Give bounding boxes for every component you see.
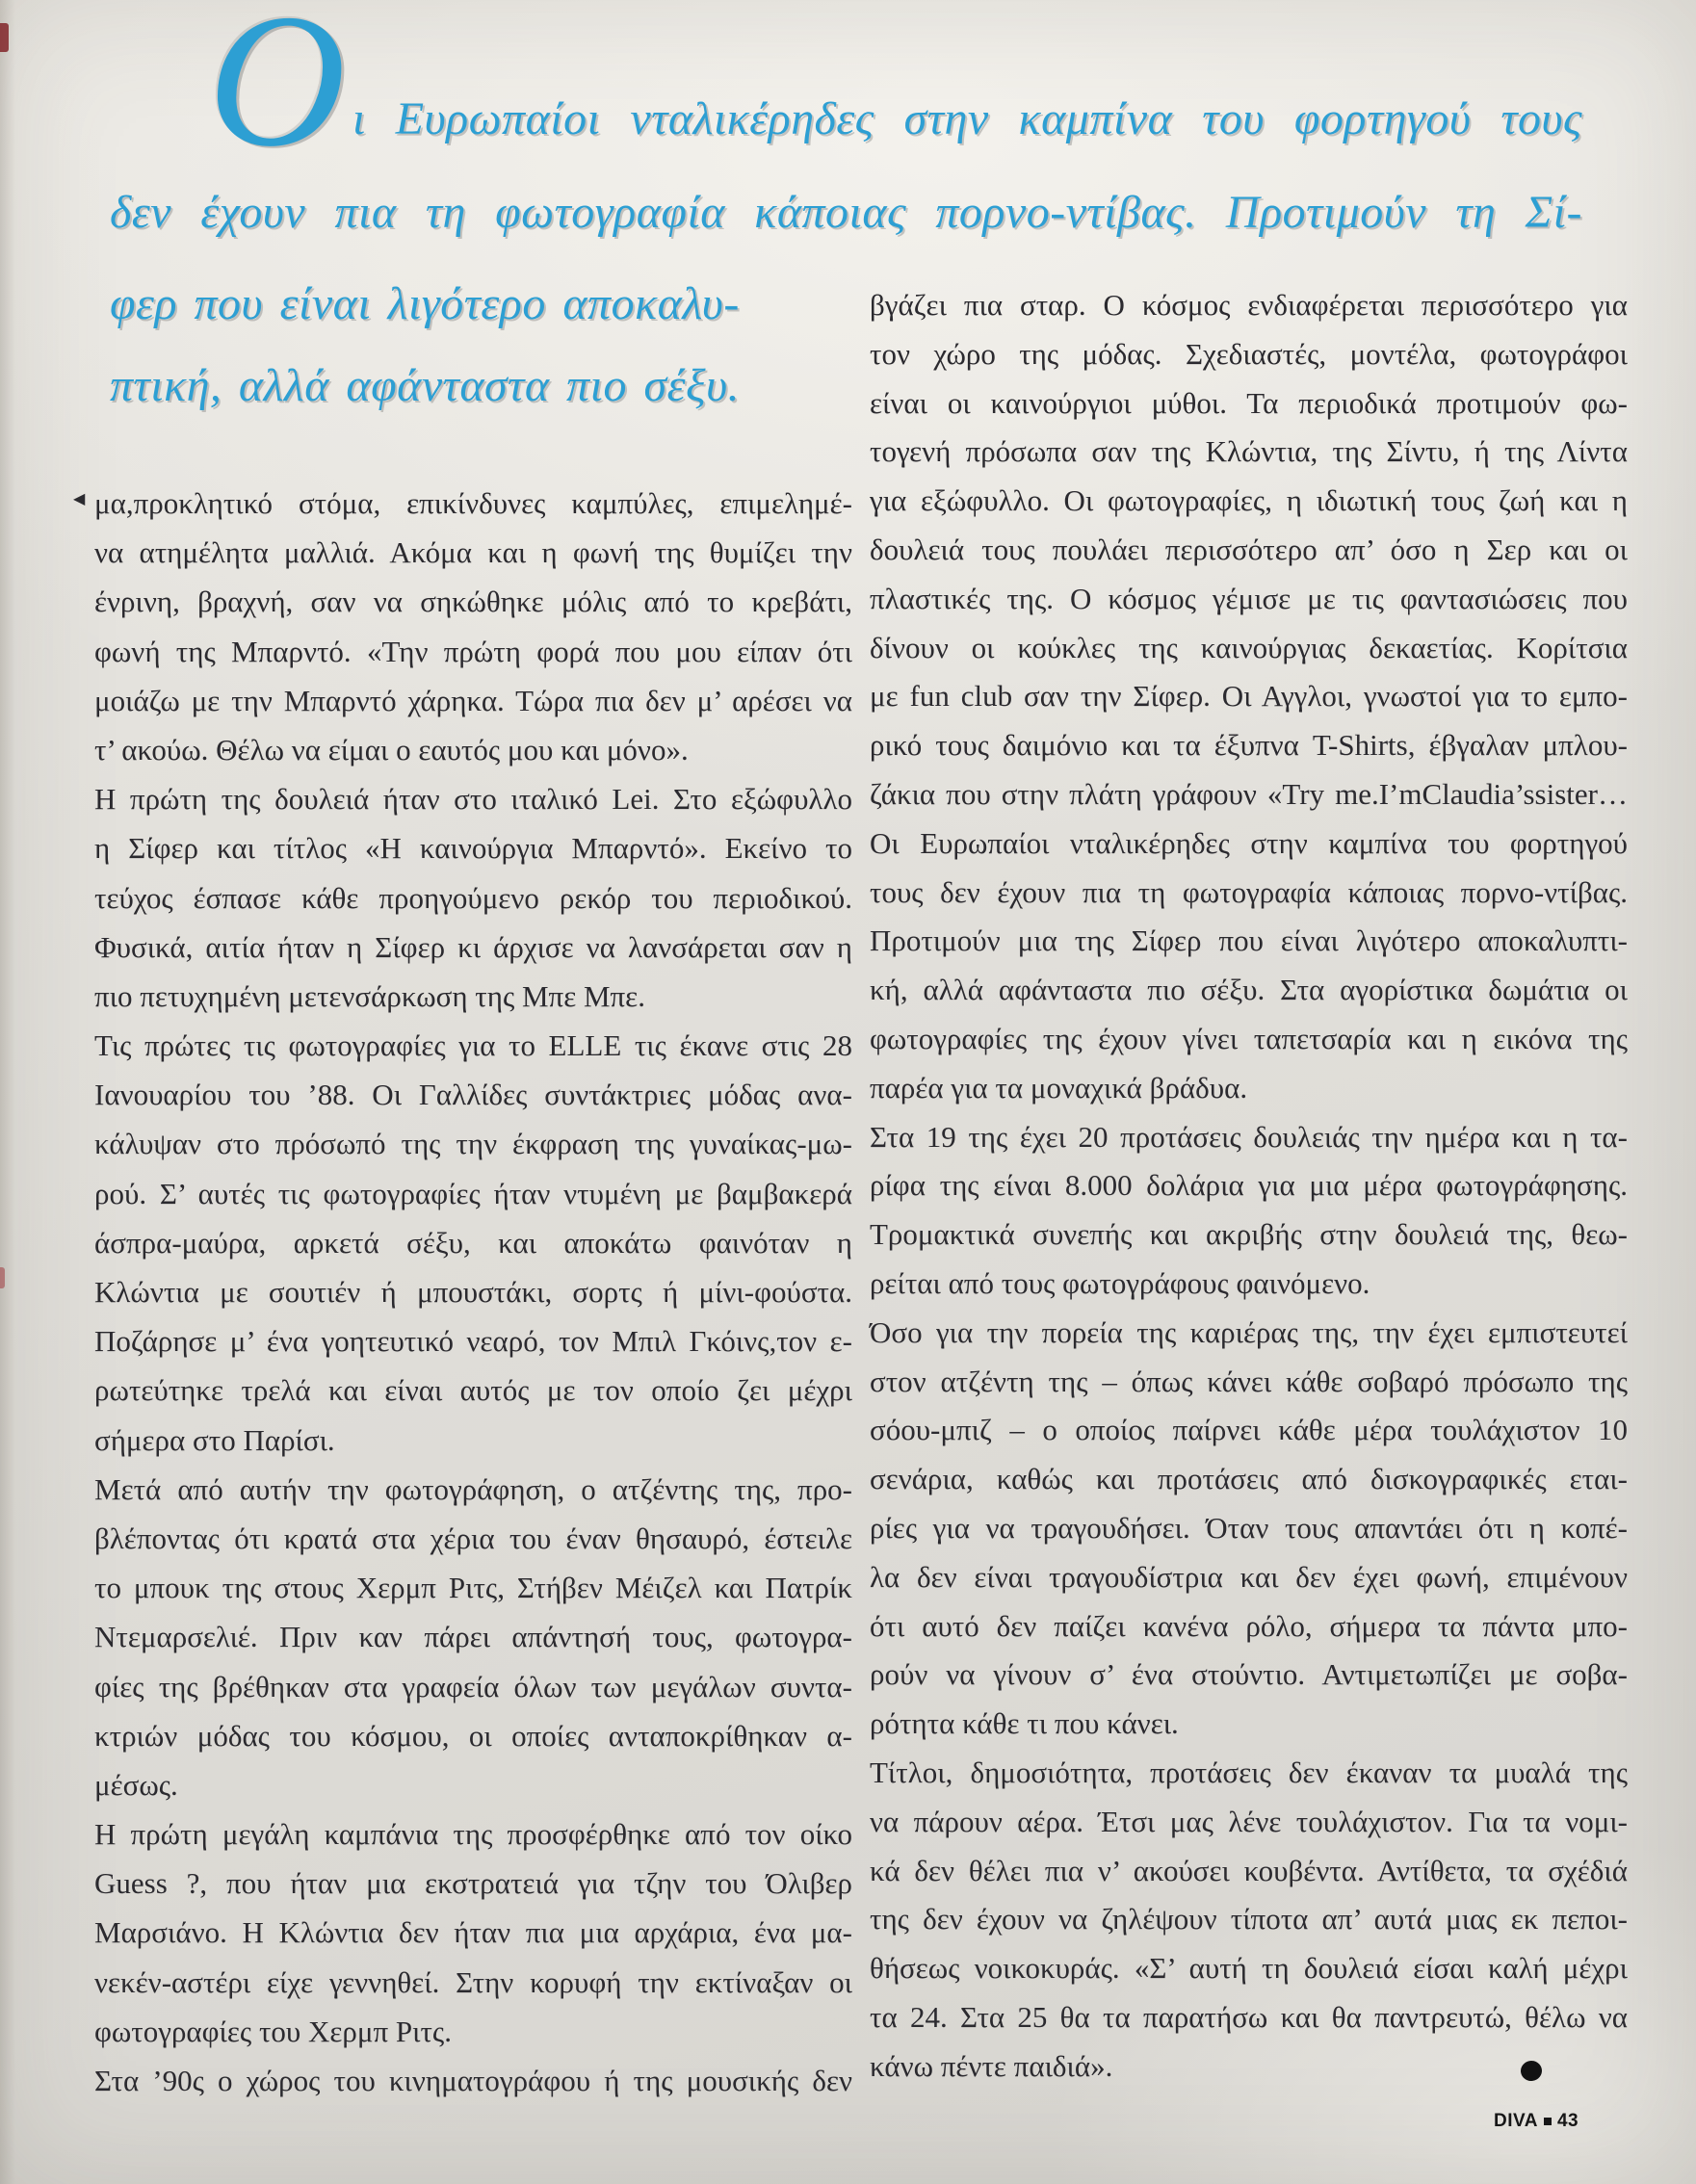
- text-line: Στα 19 της έχει 20 προτάσεις δουλειάς την ημέρα και η τα-: [870, 1119, 1628, 1154]
- text-line: Η πρώτη μεγάλη καμπάνια της προσφέρθηκε από τον οίκο: [94, 1817, 852, 1852]
- text-line: κτριών μόδας του κόσμου, οι οποίες ανταποκρίθηκαν α-: [94, 1718, 852, 1753]
- text-line: μα,προκλητικό στόμα, επικίνδυνες καμπύλες, επιμελημέ-: [94, 486, 852, 520]
- text-line: τογενή πρόσωπα σαν της Κλώντια, της Σίντυ, ή της Λίντα: [870, 434, 1628, 469]
- text-line: το μπουκ της στους Χερμπ Ριτς, Στήβεν Μέιζελ και Πατρίκ: [94, 1571, 852, 1605]
- text-line: βγάζει πια σταρ. Ο κόσμος ενδιαφέρεται περισσότερο για: [870, 288, 1628, 322]
- text-line: τους δεν έχουν πια τη φωτογραφία κάποιας πορνο-ντίβας.: [870, 874, 1628, 909]
- text-line: μοιάζω με την Μπαρντό χάρηκα. Τώρα πια δεν μ’ αρέσει να: [94, 683, 852, 717]
- page-footer: [1494, 2111, 1579, 2132]
- text-line: μέσως.: [94, 1767, 178, 1802]
- text-line: τεύχος έσπασε κάθε προηγούμενο ρεκόρ του περιοδικού.: [94, 880, 852, 915]
- text-line: κά δεν θέλει πια ν’ ακούσει κουβέντα. Αντίθετα, τα σχέδιά: [870, 1853, 1628, 1887]
- text-line: είναι οι καινούργιοι μύθοι. Τα περιοδικά προτιμούν φω-: [870, 385, 1628, 420]
- text-line: ρωτεύτηκε τρελά και είναι αυτός με τον οποίο ζει μέχρι: [94, 1373, 852, 1408]
- text-line: σενάρια, καθώς και προτάσεις από δισκογραφικές εται-: [870, 1462, 1628, 1496]
- text-line: ζάκια που στην πλάτη γράφουν «Try me.I’mClaudia’ssister…: [870, 776, 1628, 811]
- text-line: λα δεν είναι τραγουδίστρια και δεν έχει φωνή, επιμένουν: [870, 1559, 1628, 1594]
- text-line: άσπρα-μαύρα, αρκετά σέξυ, και αποκάτω φαινόταν η: [94, 1225, 852, 1260]
- text-line: Τρομακτικά συνεπής και ακριβής στην δουλειά της, θεω-: [870, 1217, 1628, 1252]
- text-line: ότι αυτό δεν παίζει κανένα ρόλο, σήμερα τα πάντα μπο-: [870, 1608, 1628, 1643]
- text-line: κή, αλλά αφάνταστα πιο σέξυ. Στα αγορίστικα δωμάτια οι: [870, 973, 1628, 1007]
- text-line: Μαρσιάνο. Η Κλώντια δεν ήταν πια μια αρχάρια, ένα μα-: [94, 1915, 852, 1950]
- text-line: δουλειά τους πουλάει περισσότερο απ’ όσο η Σερ και οι: [870, 532, 1628, 566]
- text-line: Κλώντια με σουτιέν ή μπουστάκι, σορτς ή μίνι-φούστα.: [94, 1275, 852, 1309]
- text-line: Guess ?, που ήταν μια εκστρατειά για τζην του Όλιβερ: [94, 1866, 852, 1901]
- scan-edge-shadow: [0, 0, 15, 2184]
- text-line: στον ατζέντη της – όπως κάνει κάθε σοβαρό πρόσωπο της: [870, 1364, 1628, 1398]
- headline-line-1: ι Ευρωπαίοι νταλικέρηδες στην καμπίνα του φορτηγού τους: [352, 93, 1582, 144]
- text-line: Ντεμαρσελιέ. Πριν καν πάρει απάντησή τους, φωτογρα-: [94, 1620, 852, 1654]
- text-line: φωτογραφίες της έχουν γίνει ταπετσαρία και η εικόνα της: [870, 1021, 1628, 1055]
- square-bullet-icon: [1544, 2118, 1552, 2125]
- text-line: ρείται από τους φωτογράφους φαινόμενο.: [870, 1265, 1370, 1300]
- text-line: τ’ ακούω. Θέλω να είμαι ο εαυτός μου και μόνο».: [94, 732, 689, 767]
- text-line: ένρινη, βραχνή, σαν να σηκώθηκε μόλις από το κρεβάτι,: [94, 585, 852, 619]
- text-line: Τις πρώτες τις φωτογραφίες για το ELLE τις έκανε στις 28: [94, 1028, 852, 1063]
- text-line: να πάρουν αέρα. Έτσι μας λένε τουλάχιστον. Για τα νομι-: [870, 1804, 1628, 1838]
- text-line: Στα ’90ς ο χώρος του κινηματογράφου ή της μουσικής δεν: [94, 2064, 852, 2097]
- scan-artifact: [0, 23, 9, 52]
- text-line: βλέποντας ότι κρατά στα χέρια του έναν θησαυρό, έστειλε: [94, 1521, 852, 1555]
- text-line: παρέα για τα μοναχικά βράδυα.: [870, 1070, 1248, 1105]
- text-line: να ατημέλητα μαλλιά. Ακόμα και η φωνή της θυμίζει την: [94, 535, 852, 570]
- text-line: σόου-μπιζ – ο οποίος παίρνει κάθε μέρα τουλάχιστον 10: [870, 1413, 1628, 1447]
- text-line: κάλυψαν στο πρόσωπό της την έκφραση της γυναίκας-μω-: [94, 1127, 852, 1161]
- text-line: ρίφα της είναι 8.000 δολάρια για μια μέρα φωτογράφησης.: [870, 1168, 1628, 1203]
- page-number: 43: [1556, 2111, 1579, 2131]
- text-line: τα 24. Στα 25 θα τα παρατήσω και θα παντρευτώ, θέλω να: [870, 1999, 1628, 2034]
- text-line: κάνω πέντε παιδιά».: [870, 2048, 1113, 2083]
- headline-line-4: πτική, αλλά αφάνταστα πιο σέξυ.: [110, 360, 741, 411]
- text-line: Η πρώτη της δουλειά ήταν στο ιταλικό Lei. Στο εξώφυλλο: [94, 782, 852, 817]
- text-line: φωνή της Μπαρντό. «Την πρώτη φορά που μου είπαν ότι: [94, 634, 852, 668]
- text-line: ρούν να γίνουν σ’ ένα στούντιο. Αντιμετωπίζει με σοβα-: [870, 1657, 1628, 1692]
- text-line: Μετά από αυτήν την φωτογράφηση, ο ατζέντης της, προ-: [94, 1471, 852, 1506]
- text-line: φωτογραφίες του Χερμπ Ριτς.: [94, 2014, 452, 2048]
- headline-line-2: δεν έχουν πια τη φωτογραφία κάποιας πορνο-ντίβας. Προτιμούν τη Σί-: [110, 187, 1582, 238]
- text-line: σήμερα στο Παρίσι.: [94, 1422, 335, 1457]
- text-line: πιο πετυχημένη μετενσάρκωση της Μπε Μπε.: [94, 978, 645, 1013]
- article-left-column: [73, 479, 852, 2105]
- text-line: νεκέν-αστέρι είχε γεννηθεί. Στην κορυφή την εκτίναξαν οι: [94, 1964, 852, 1999]
- dropcap-letter-o: Ο: [208, 0, 346, 186]
- article-right-column: [870, 281, 1628, 2091]
- text-line: Όσο για την πορεία της καριέρας της, την έχει εμπιστευτεί: [870, 1314, 1628, 1349]
- text-line: με fun club σαν την Σίφερ. Οι Αγγλοι, γνωστοί για το εμπο-: [870, 679, 1628, 714]
- scan-artifact: [0, 1267, 5, 1288]
- text-line: ρίες για να τραγουδήσει. Όταν τους απαντάει ότι η κοπέ-: [870, 1510, 1628, 1545]
- left-arrow-marker: ◀: [73, 489, 86, 507]
- text-line: φίες της βρέθηκαν στα γραφεία όλων των μεγάλων συντα-: [94, 1669, 852, 1703]
- text-line: Οι Ευρωπαίοι νταλικέρηδες στην καμπίνα του φορτηγού: [870, 825, 1628, 860]
- text-line: Προτιμούν μια της Σίφερ που είναι λιγότερο αποκαλυπτι-: [870, 923, 1628, 958]
- headline-line-3: φερ που είναι λιγότερο αποκαλυ-: [110, 278, 740, 329]
- text-line: για εξώφυλλο. Οι φωτογραφίες, η ιδιωτική τους ζωή και η: [870, 483, 1628, 518]
- text-line: η Σίφερ και τίτλος «Η καινούργια Μπαρντό». Εκείνο το: [94, 831, 852, 866]
- text-line: ρικό τους δαιμόνιο και τα έξυπνα T-Shirts, έβγαλαν μπλου-: [870, 728, 1628, 763]
- text-line: ρότητα κάθε τι που κάνει.: [870, 1706, 1179, 1741]
- text-line: θήσεως νοικοκυράς. «Σ’ αυτή τη δουλειά είσαι καλή μέχρι: [870, 1951, 1628, 1986]
- text-line: δίνουν οι κούκλες της καινούργιας δεκαετίας. Κορίτσια: [870, 630, 1628, 664]
- text-line: Τίτλοι, δημοσιότητα, προτάσεις δεν έκαναν τα μυαλά της: [870, 1755, 1628, 1789]
- magazine-name: DIVA: [1494, 2111, 1538, 2131]
- text-line: ρού. Σ’ αυτές τις φωτογραφίες ήταν ντυμένη με βαμβακερά: [94, 1176, 852, 1210]
- text-line: πλαστικές της. Ο κόσμος γέμισε με τις φαντασιώσεις που: [870, 581, 1628, 615]
- text-line: Ιανουαρίου του ’88. Οι Γαλλίδες συντάκτριες μόδας ανα-: [94, 1078, 852, 1112]
- text-line: τον χώρο της μόδας. Σχεδιαστές, μοντέλα, φωτογράφοι: [870, 336, 1628, 371]
- text-line: της δεν έχουν να ζηλέψουν τίποτα απ’ αυτά μιας εκ πεποι-: [870, 1902, 1628, 1937]
- text-line: Ποζάρησε μ’ ένα γοητευτικό νεαρό, τον Μπιλ Γκόινς,τον ε-: [94, 1324, 852, 1359]
- text-line: Φυσικά, αιτία ήταν η Σίφερ κι άρχισε να λανσάρεται σαν η: [94, 929, 852, 964]
